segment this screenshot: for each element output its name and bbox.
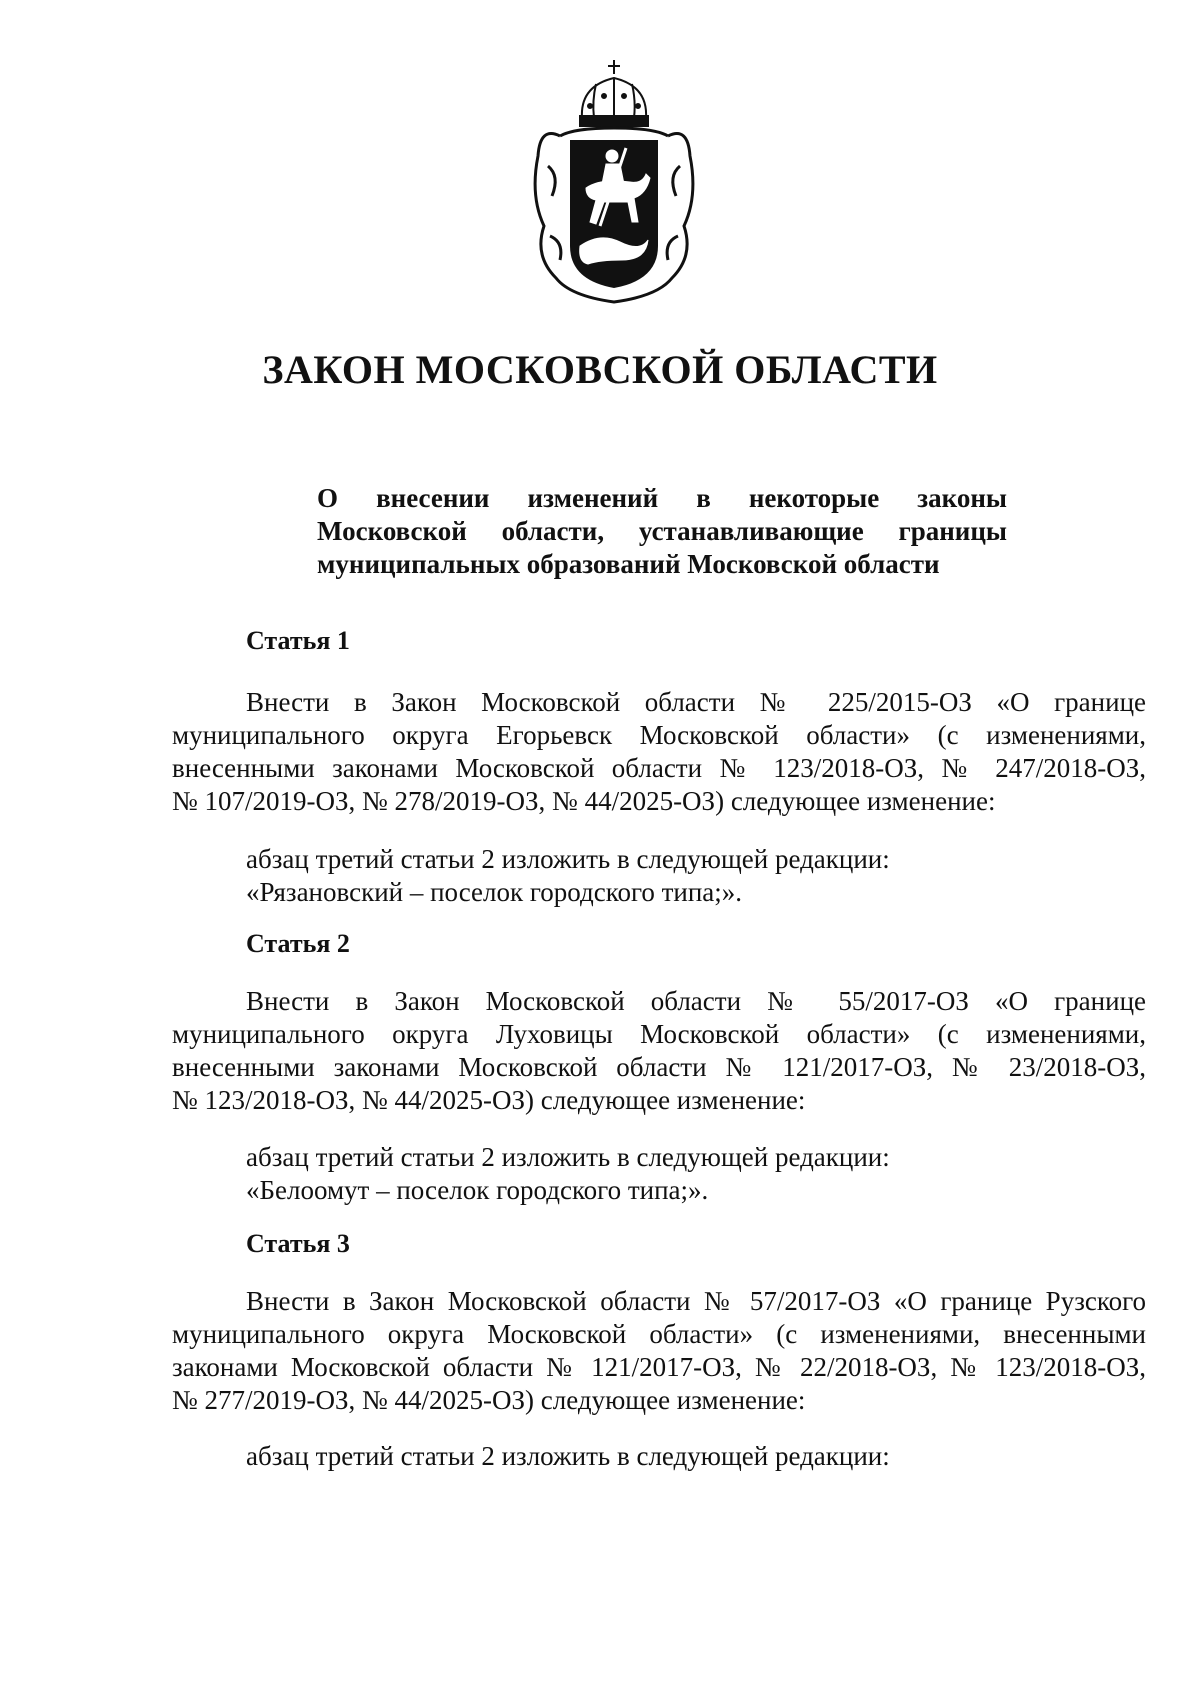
coat-of-arms-emblem bbox=[530, 56, 698, 306]
article-2-paragraph bbox=[172, 985, 1146, 1117]
article-3-heading: Статья 3 bbox=[246, 1229, 350, 1258]
article-1-change bbox=[246, 843, 890, 909]
article-1-heading: Статья 1 bbox=[246, 626, 350, 655]
paragraph-line: муниципального округа Егорьевск Московской области» (с изменениями, bbox=[172, 720, 1146, 750]
paragraph-line: Внести в Закон Московской области № 55/2017-ОЗ «О границе bbox=[246, 986, 1146, 1016]
paragraph-line: № 277/2019-ОЗ, № 44/2025-ОЗ) следующее изменение: bbox=[172, 1385, 806, 1415]
change-line: абзац третий статьи 2 изложить в следующей редакции: bbox=[246, 844, 890, 874]
change-line: «Белоомут – поселок городского типа;». bbox=[246, 1175, 709, 1205]
paragraph-line: № 107/2019-ОЗ, № 278/2019-ОЗ, № 44/2025-ОЗ) следующее изменение: bbox=[172, 786, 996, 816]
paragraph-line: Внести в Закон Московской области № 225/2015-ОЗ «О границе bbox=[246, 687, 1146, 717]
paragraph-line: законами Московской области № 121/2017-ОЗ, № 22/2018-ОЗ, № 123/2018-ОЗ, bbox=[172, 1352, 1146, 1382]
change-line: абзац третий статьи 2 изложить в следующей редакции: bbox=[246, 1441, 890, 1471]
paragraph-line: муниципального округа Луховицы Московской области» (с изменениями, bbox=[172, 1019, 1146, 1049]
paragraph-line: муниципального округа Московской области» (с изменениями, внесенными bbox=[172, 1319, 1146, 1349]
paragraph-line: внесенными законами Московской области № 123/2018-ОЗ, № 247/2018-ОЗ, bbox=[172, 753, 1146, 783]
article-3-paragraph bbox=[172, 1285, 1146, 1417]
paragraph-line: Внести в Закон Московской области № 57/2017-ОЗ «О границе Рузского bbox=[246, 1286, 1146, 1316]
law-subject bbox=[317, 482, 1007, 581]
law-title: ЗАКОН МОСКОВСКОЙ ОБЛАСТИ bbox=[262, 347, 938, 392]
paragraph-line: № 123/2018-ОЗ, № 44/2025-ОЗ) следующее изменение: bbox=[172, 1085, 806, 1115]
article-2-change bbox=[246, 1141, 890, 1207]
article-3-change bbox=[246, 1440, 890, 1473]
paragraph-line: внесенными законами Московской области № 121/2017-ОЗ, № 23/2018-ОЗ, bbox=[172, 1052, 1146, 1082]
change-line: абзац третий статьи 2 изложить в следующей редакции: bbox=[246, 1142, 890, 1172]
subject-line: Московской области, устанавливающие границы bbox=[317, 516, 1007, 546]
article-2-heading: Статья 2 bbox=[246, 929, 350, 958]
article-1-paragraph bbox=[172, 686, 1146, 818]
subject-line: муниципальных образований Московской области bbox=[317, 549, 940, 579]
subject-line: О внесении изменений в некоторые законы bbox=[317, 483, 1007, 513]
change-line: «Рязановский – поселок городского типа;». bbox=[246, 877, 743, 907]
